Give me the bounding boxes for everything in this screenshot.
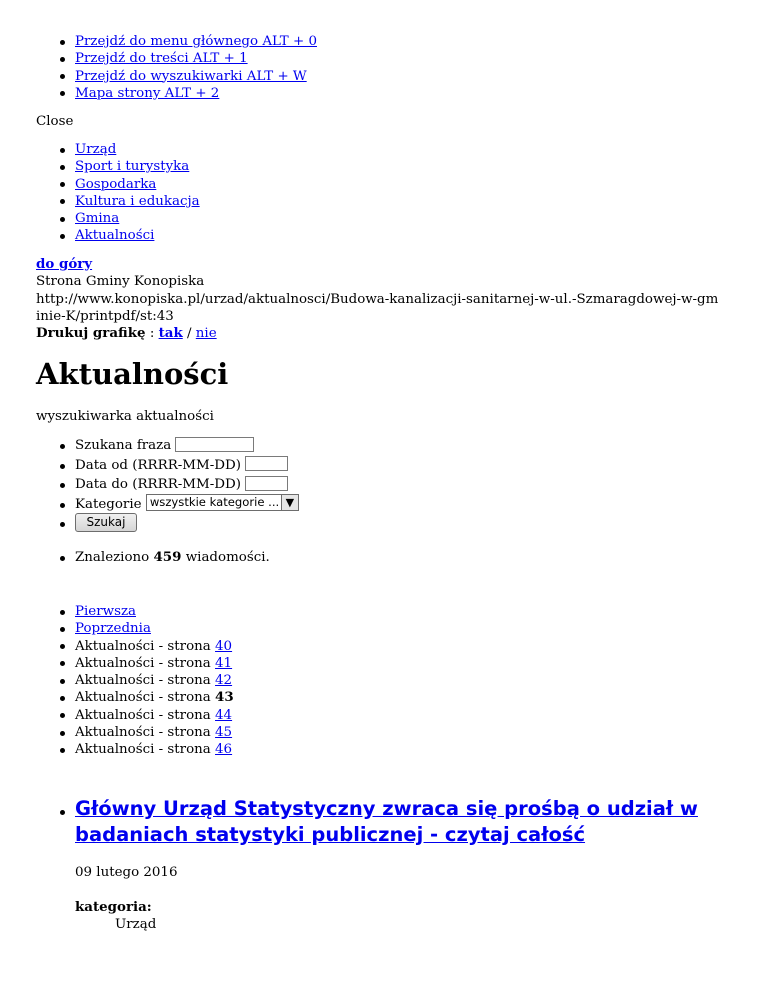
skip-link-item	[0, 85, 768, 102]
back-to-top-link[interactable]: do góry	[36, 256, 93, 272]
pager-page-prefix: Aktualności - strona	[75, 673, 211, 689]
pager-first-link[interactable]: Pierwsza	[75, 604, 136, 619]
search-submit-button[interactable]: Szukaj	[75, 513, 137, 532]
submit-row	[0, 514, 768, 534]
pager-prev-link[interactable]: Poprzednia	[75, 621, 151, 637]
print-graphics-row	[0, 325, 740, 342]
nav-link-sport[interactable]: Sport i turystyka	[75, 159, 190, 175]
skip-link-item	[0, 33, 768, 50]
date-to-label: Data do (RRRR-MM-DD)	[75, 477, 241, 492]
pager-current-page: 43	[215, 689, 234, 706]
page-title: Aktualności	[36, 357, 229, 391]
news-category	[75, 899, 768, 933]
search-phrase-label: Szukana fraza	[75, 438, 172, 453]
pager-item	[0, 689, 768, 706]
date-to-row	[0, 475, 768, 495]
skip-link-item	[0, 68, 768, 85]
print-info	[0, 256, 740, 342]
pager-item	[0, 620, 768, 637]
pager-item	[0, 603, 768, 620]
nav-item	[0, 210, 768, 227]
pager-page-prefix: Aktualności - strona	[75, 638, 211, 654]
sitemap-link[interactable]: Mapa strony ALT + 2	[75, 85, 220, 101]
nav-item	[0, 176, 768, 193]
search-form	[0, 436, 768, 534]
nav-link-gmina[interactable]: Gmina	[75, 211, 120, 227]
pager-page-link[interactable]: 41	[215, 655, 233, 671]
results-suffix: wiadomości.	[185, 550, 270, 565]
nav-item	[0, 227, 768, 244]
category-label: Kategorie	[75, 496, 142, 512]
date-from-input[interactable]	[245, 456, 288, 471]
skip-to-main-menu-link[interactable]: Przejdź do menu głównego ALT + 0	[75, 34, 317, 49]
nav-item	[0, 141, 768, 158]
news-date: 09 lutego 2016	[75, 865, 178, 880]
pagination	[0, 603, 768, 759]
site-name: Strona Gminy Konopiska	[36, 274, 205, 290]
dropdown-arrow-icon: ▼	[281, 495, 298, 510]
news-list	[0, 796, 768, 933]
nav-link-gospodarka[interactable]: Gospodarka	[75, 176, 157, 192]
search-phrase-row	[0, 436, 768, 456]
date-from-row	[0, 456, 768, 476]
pager-page-prefix: Aktualności - strona	[75, 690, 211, 706]
category-select[interactable]	[146, 494, 299, 511]
page-url: http://www.konopiska.pl/urzad/aktualnosci/Budowa-kanalizacji-sanitarnej-w-ul.-Szmaragdowej-w-gminie-K/printpdf/st:43	[36, 291, 719, 324]
close-button[interactable]: Close	[36, 114, 74, 129]
category-select-value: wszystkie kategorie ...	[149, 495, 280, 509]
print-graphics-no-link[interactable]: nie	[195, 326, 217, 342]
pager-page-prefix: Aktualności - strona	[75, 742, 211, 758]
nav-item	[0, 193, 768, 210]
news-item	[0, 796, 768, 933]
pager-item	[0, 638, 768, 655]
pager-page-link[interactable]: 40	[215, 638, 233, 654]
pager-page-link[interactable]: 46	[215, 742, 233, 758]
date-from-label: Data od (RRRR-MM-DD)	[75, 457, 241, 473]
pager-page-link[interactable]: 42	[215, 673, 233, 689]
skip-link-item	[0, 50, 768, 67]
skip-to-search-link[interactable]: Przejdź do wyszukiwarki ALT + W	[75, 68, 307, 84]
results-count: 459	[153, 549, 182, 565]
nav-link-urzad[interactable]: Urząd	[75, 142, 117, 157]
search-heading: wyszukiwarka aktualności	[36, 409, 214, 424]
search-phrase-input[interactable]	[175, 437, 254, 452]
print-graphics-yes-link[interactable]: tak	[158, 325, 183, 342]
nav-item	[0, 158, 768, 175]
date-to-input[interactable]	[245, 476, 288, 491]
news-category-label: kategoria:	[75, 899, 152, 915]
news-category-value: Urząd	[115, 917, 157, 932]
pager-page-prefix: Aktualności - strona	[75, 725, 211, 741]
pager-page-prefix: Aktualności - strona	[75, 707, 211, 723]
results-summary	[0, 549, 270, 566]
pager-page-prefix: Aktualności - strona	[75, 655, 211, 671]
pager-page-link[interactable]: 45	[215, 725, 233, 741]
news-title-link[interactable]: Główny Urząd Statystyczny zwraca się prośbą o udział w badaniach statystyki publicznej - czytaj całość	[75, 797, 698, 846]
category-row	[0, 495, 768, 515]
nav-link-kultura[interactable]: Kultura i edukacja	[75, 193, 200, 209]
print-graphics-label: Drukuj grafikę	[36, 325, 146, 342]
results-item	[0, 549, 270, 566]
print-graphics-separator: :	[149, 326, 155, 342]
results-prefix: Znaleziono	[75, 550, 150, 565]
nav-link-aktualnosci[interactable]: Aktualności	[75, 228, 155, 244]
skip-links-list	[0, 33, 768, 102]
pager-page-link[interactable]: 44	[215, 707, 233, 723]
pager-item	[0, 707, 768, 724]
pager-item	[0, 741, 768, 758]
pager-item	[0, 672, 768, 689]
skip-to-content-link[interactable]: Przejdź do treści ALT + 1	[75, 51, 248, 67]
pager-item	[0, 724, 768, 741]
main-navigation	[0, 141, 768, 245]
pager-item	[0, 655, 768, 672]
print-graphics-slash: /	[187, 326, 192, 342]
